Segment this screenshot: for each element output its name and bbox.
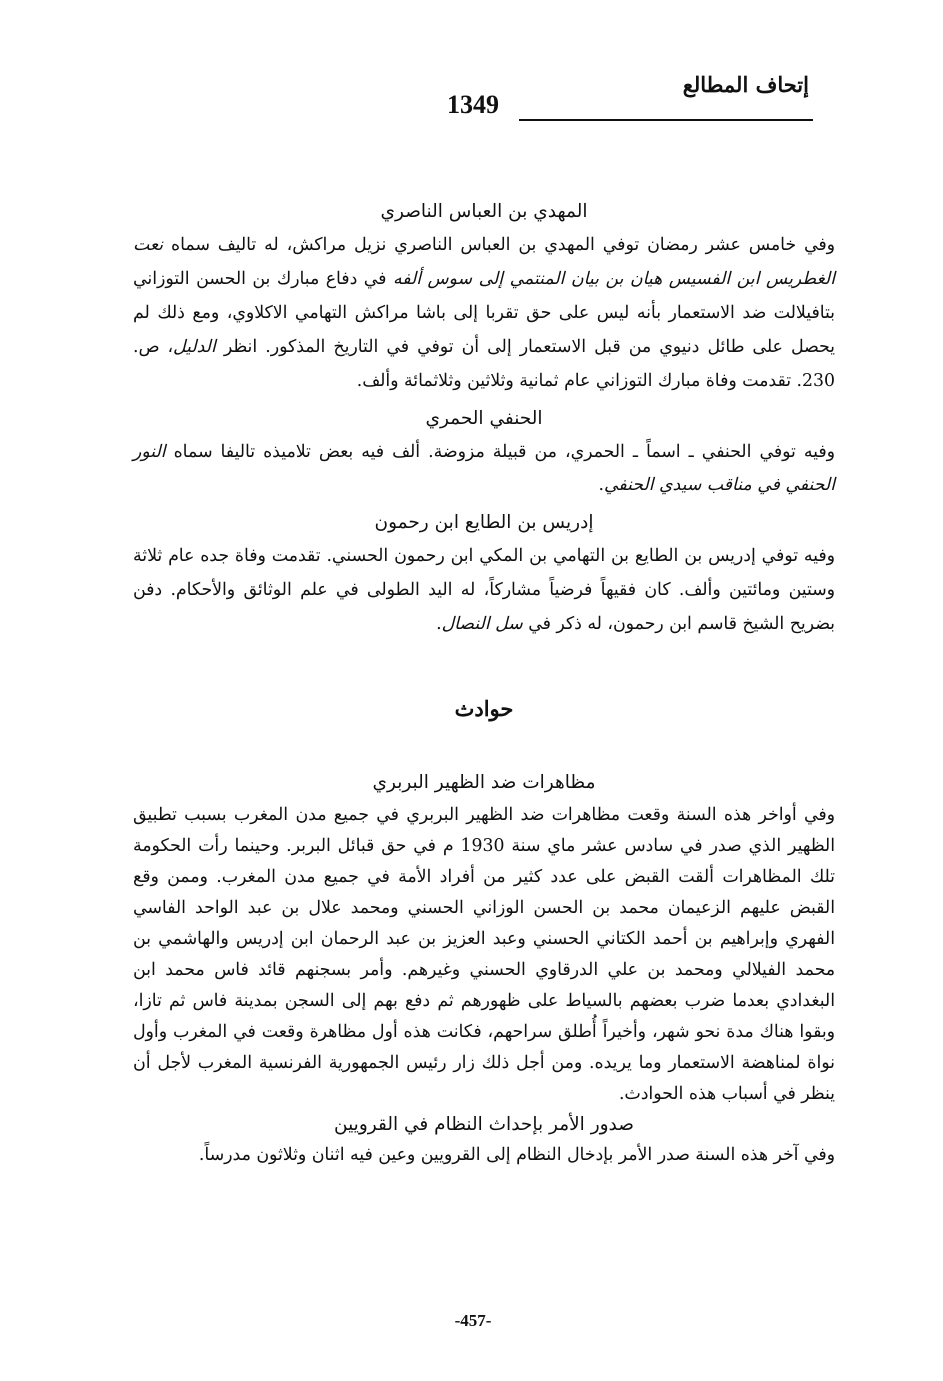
event-title: صدور الأمر بإحداث النظام في القرويين [334,1114,634,1136]
entry-text: وفيه توفي إدريس بن الطايع بن التهامي بن المكي ابن رحمون الحسني. تقدمت وفاة جده عام ثلاثة وستين ومائتين وألف. كان فقيهاً فرضياً مشاركاً، له اليد الطولى في علم الوثائق والأحكام. دفن بضريح الشيخ قاسم ابن رحمون، له ذكر في سل النصال. [133,546,835,635]
event-text: وفي آخر هذه السنة صدر الأمر بإدخال النظام إلى القرويين وعين فيه اثنان وثلاثون مدرساً. [198,1145,835,1166]
section-heading: حوادث [454,696,514,722]
work-title: نعت الغطريس ابن الفسيس هيان بن بيان المنتمي إلى سوس ألفه [133,235,835,289]
work-title: النور الحنفي في مناقب سيدي الحنفي [133,441,835,496]
header-rule-left [519,119,728,121]
entry-text: وفيه توفي الحنفي ـ اسماً ـ الحمري، من قبيلة مزوضة. ألف فيه بعض تلاميذه تاليفا سماه النور الحنفي في مناقب سيدي الحنفي. [133,441,835,496]
page-number: -457- [454,1311,492,1330]
hijri-year: 1349 [447,90,499,119]
entry-title: إدريس بن الطايع ابن رحمون [374,512,594,534]
reference-title: الدليل [173,336,216,357]
page-body [133,195,835,1171]
running-header [133,72,813,122]
event-title: مظاهرات ضد الظهير البربري [372,772,596,794]
entry-text: وفي خامس عشر رمضان توفي المهدي بن العباس الناصري نزيل مراكش، له تاليف سماه نعت الغطريس ابن الفسيس هيان بن بيان المنتمي إلى سوس ألفه في دفاع مبارك بن الحسن التوزاني بتافيلالت ضد الاستعمار بأنه ليس على حق تقربا إلى باشا مراكش التهامي الاكلاوي، ومع ذلك لم يحصل على طائل دنيوي من قبل الاستعمار إلى أن توفي في التاريخ المذكور. انظر الدليل، ص. 230. تقدمت وفاة مبارك التوزاني عام ثمانية وثلاثين وثلاثمائة وألف. [133,235,835,391]
work-title: سل النصال [441,614,523,635]
entry-title: الحنفي الحمري [425,407,543,429]
book-title: إتحاف المطالع [682,72,809,97]
entry-title: المهدي بن العباس الناصري [380,201,588,222]
event-text: وفي أواخر هذه السنة وقعت مظاهرات ضد الظهير البربري في جميع مدن المغرب بسبب تطبيق الظهير الذي صدر في سادس عشر ماي سنة 1930 م في حق قبائل البربر. وحينما رأت الحكومة تلك المظاهرات ألقت القبض على عدد كثير من أفراد الأمة في جميع مدن المغرب. وممن وقع القبض عليهم الزعيمان محمد بن الحسن الوزاني الحسني ومحمد علال بن عبد الواحد الفاسي الفهري وإبراهيم بن أحمد الكتاني الحسني وعبد العزيز بن عبد الرحمان ابن إدريس والهاشمي بن محمد الفيلالي ومحمد بن علي الدرقاوي الحسني وغيرهم. وأمر بسجنهم قائد فاس محمد ابن البغدادي بعدما ضرب بعضهم بالسياط على ظهورهم ثم دفع بهم إلى السجن بمدينة فاس ثم تازا، وبقوا هناك مدة نحو شهر، وأخيراً أُطلق سراحهم، فكانت هذه أول مظاهرة وقعت في المغرب وأول نواة لمناهضة الاستعمار وما يريده. ومن أجل ذلك زار رئيس الجمهورية الفرنسية المغرب لأجل أن ينظر في أسباب هذه الحوادث. [133,805,835,1105]
